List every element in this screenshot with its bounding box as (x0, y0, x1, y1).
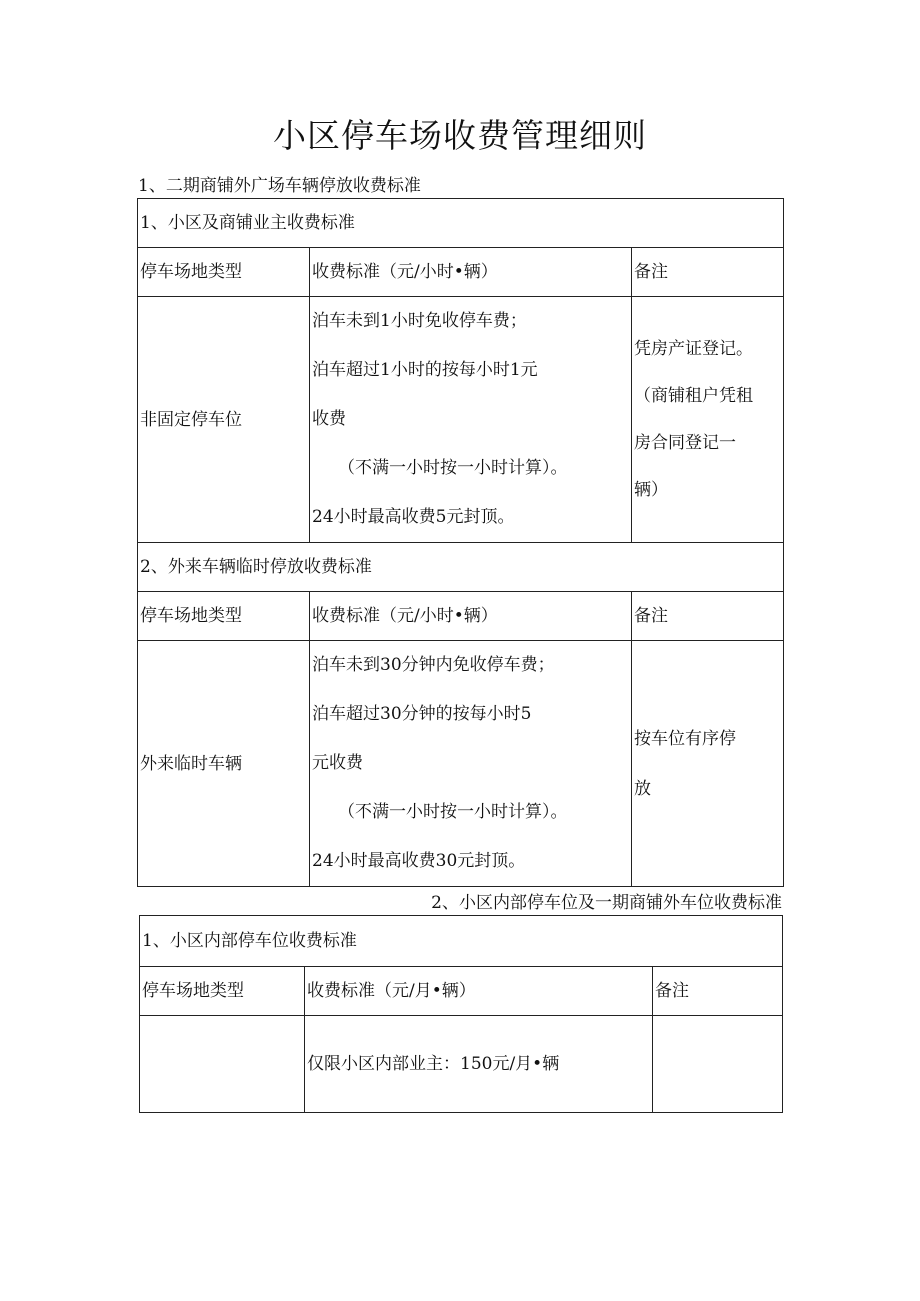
table-row (138, 199, 784, 248)
section-1-heading: 1、二期商铺外广场车辆停放收费标准 (138, 176, 421, 196)
table-row (138, 641, 784, 887)
header-remark: 备注 (653, 967, 783, 1016)
document-title: 小区停车场收费管理细则 (273, 116, 647, 155)
fee-line: 24小时最高收费5元封顶。 (312, 507, 515, 527)
header-type: 停车场地类型 (140, 967, 305, 1016)
remark-line: 辆） (634, 479, 668, 500)
fee-line: 泊车超过1小时的按每小时1元 (312, 360, 538, 380)
header-type: 停车场地类型 (138, 248, 310, 297)
subsection-1-banner: 1、小区及商铺业主收费标准 (138, 199, 784, 248)
section-1-table (137, 198, 784, 887)
fee-cell (310, 297, 632, 543)
table-row (140, 1016, 783, 1113)
header-remark: 备注 (632, 592, 784, 641)
parking-type-cell (140, 1016, 305, 1113)
remark-cell (653, 1016, 783, 1113)
parking-type-cell: 外来临时车辆 (138, 641, 310, 887)
remark-cell (632, 641, 784, 887)
remark-line: （商铺租户凭租 (634, 385, 753, 406)
remark-line: 按车位有序停 (634, 728, 736, 749)
remark-line: 凭房产证登记。 (634, 338, 753, 359)
fee-cell (310, 641, 632, 887)
fee-line: 泊车超过30分钟的按每小时5 (312, 704, 532, 724)
table-row (140, 916, 783, 967)
table-header-row (138, 592, 784, 641)
subsection-2-banner: 2、外来车辆临时停放收费标准 (138, 543, 784, 592)
section-2-table (139, 915, 783, 1113)
fee-line: 收费 (312, 409, 346, 429)
subsection-banner: 1、小区内部停车位收费标准 (140, 916, 783, 967)
remark-line: 房合同登记一 (634, 432, 736, 453)
remark-cell (632, 297, 784, 543)
header-fee: 收费标准（元/小时•辆） (310, 592, 632, 641)
table-header-row (138, 248, 784, 297)
table-header-row (140, 967, 783, 1016)
fee-line: 泊车未到30分钟内免收停车费； (312, 655, 555, 675)
header-type: 停车场地类型 (138, 592, 310, 641)
fee-line: （不满一小时按一小时计算）。 (338, 802, 568, 822)
header-remark: 备注 (632, 248, 784, 297)
fee-line: 元收费 (312, 753, 363, 773)
header-fee: 收费标准（元/小时•辆） (310, 248, 632, 297)
section-2-heading: 2、小区内部停车位及一期商铺外车位收费标准 (431, 893, 782, 913)
parking-type-cell: 非固定停车位 (138, 297, 310, 543)
table-row (138, 543, 784, 592)
fee-line: 24小时最高收费30元封顶。 (312, 851, 526, 871)
header-fee: 收费标准（元/月•辆） (305, 967, 653, 1016)
fee-cell: 仅限小区内部业主：150元/月•辆 (305, 1016, 653, 1113)
remark-line: 放 (634, 778, 651, 799)
fee-line: 泊车未到1小时免收停车费； (312, 311, 527, 331)
table-row (138, 297, 784, 543)
fee-line: （不满一小时按一小时计算）。 (338, 458, 568, 478)
